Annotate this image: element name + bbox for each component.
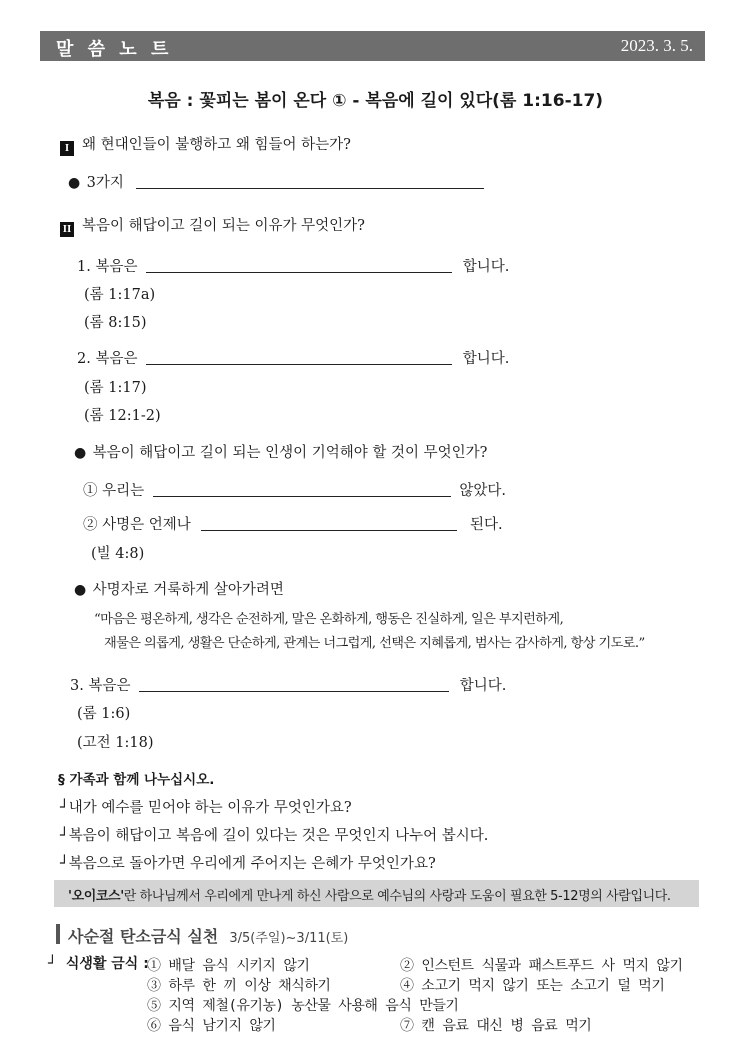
blank-line[interactable] bbox=[201, 516, 457, 531]
blank-line[interactable] bbox=[136, 174, 484, 189]
blank-line[interactable] bbox=[139, 677, 449, 692]
oikos-highlight: '오이코스' bbox=[68, 889, 124, 904]
header-label: 말 씀 노 트 bbox=[56, 39, 173, 60]
bullet2-row bbox=[74, 578, 284, 599]
section1-bullet-label: 3가지 bbox=[86, 175, 124, 191]
family-heading: § 가족과 함께 나누십시오. bbox=[58, 772, 215, 788]
bullet-icon: ● bbox=[74, 445, 87, 461]
bullet1-row bbox=[74, 441, 487, 462]
item1-ref: (롬 1:17a) bbox=[84, 287, 156, 303]
quote-line-2: 재물은 의롭게, 생활은 단순하게, 관계는 너그럽게, 선택은 지혜롭게, 범사는 감사하게, 항상 기도로.” bbox=[104, 636, 645, 651]
diet-item: ⑥ 음식 남기지 않기 bbox=[147, 1018, 276, 1034]
sub1-suffix: 않았다. bbox=[459, 483, 506, 499]
sub2-row bbox=[83, 513, 503, 534]
item1-ref: (롬 8:15) bbox=[84, 315, 147, 331]
item1-label: 1. 복음은 bbox=[77, 259, 138, 275]
lent-title: 사순절 탄소금식 실천 bbox=[68, 927, 219, 946]
blank-line[interactable] bbox=[146, 258, 452, 273]
item3-ref: (롬 1:6) bbox=[77, 706, 131, 722]
sub2-suffix: 된다. bbox=[469, 517, 503, 533]
family-question: ┘복음이 해답이고 복음에 길이 있다는 것은 무엇인지 나누어 봅시다. bbox=[60, 828, 489, 844]
item3-label: 3. 복음은 bbox=[70, 678, 131, 694]
lent-heading bbox=[68, 924, 348, 947]
item2-row bbox=[77, 347, 509, 368]
oikos-note bbox=[54, 880, 699, 907]
bullet-icon: ● bbox=[68, 175, 81, 191]
family-question: ┘복음으로 돌아가면 우리에게 주어지는 은혜가 무엇인가요? bbox=[60, 856, 436, 872]
diet-label: 식생활 금식 : bbox=[65, 956, 149, 972]
sub1-row bbox=[83, 479, 506, 500]
header-bar bbox=[40, 31, 705, 61]
diet-label-row bbox=[48, 953, 149, 973]
item1-suffix: 합니다. bbox=[462, 259, 510, 275]
item2-suffix: 합니다. bbox=[462, 351, 510, 367]
sermon-title: 복음 : 꽃피는 봄이 온다 ① - 복음에 길이 있다(롬 1:16-17) bbox=[147, 91, 604, 111]
sub2-label: ② 사명은 언제나 bbox=[83, 517, 191, 533]
bullet2-text: 사명자로 거룩하게 살아가려면 bbox=[92, 582, 284, 598]
corner-mark-icon: ┘ bbox=[60, 828, 69, 844]
diet-item: ④ 소고기 먹지 않기 또는 소고기 덜 먹기 bbox=[400, 978, 665, 994]
blank-line[interactable] bbox=[146, 350, 452, 365]
section1-question-row bbox=[60, 133, 351, 156]
diet-item: ③ 하루 한 끼 이상 채식하기 bbox=[147, 978, 331, 994]
item3-row bbox=[70, 674, 506, 695]
section1-question: 왜 현대인들이 불행하고 왜 힘들어 하는가? bbox=[82, 137, 351, 153]
section2-question: 복음이 해답이고 길이 되는 이유가 무엇인가? bbox=[82, 218, 365, 234]
sub1-label: ① 우리는 bbox=[83, 483, 145, 499]
roman-numeral-box: II bbox=[60, 222, 74, 237]
corner-mark-icon: ┘ bbox=[48, 956, 57, 972]
quote-line-1: “마음은 평온하게, 생각은 순전하게, 말은 온화하게, 행동은 진실하게, 일은 부지런하게, bbox=[94, 612, 564, 627]
diet-item: ⑤ 지역 제철(유기농) 농산물 사용해 음식 만들기 bbox=[147, 998, 459, 1014]
diet-item: ① 배달 음식 시키지 않기 bbox=[147, 958, 310, 974]
bullet1-ref: (빌 4:8) bbox=[91, 546, 145, 562]
item3-suffix: 합니다. bbox=[459, 678, 507, 694]
section2-question-row bbox=[60, 214, 365, 237]
roman-numeral-box: I bbox=[60, 141, 74, 156]
corner-mark-icon: ┘ bbox=[60, 856, 69, 872]
section1-bullet-row bbox=[68, 171, 484, 192]
item1-row bbox=[77, 255, 509, 276]
item2-label: 2. 복음은 bbox=[77, 351, 138, 367]
blank-line[interactable] bbox=[153, 482, 451, 497]
bullet-icon: ● bbox=[74, 582, 87, 598]
item2-ref: (롬 1:17) bbox=[84, 380, 147, 396]
diet-item: ② 인스턴트 식물과 패스트푸드 사 먹지 않기 bbox=[400, 958, 683, 974]
corner-mark-icon: ┘ bbox=[60, 800, 69, 816]
header-date: 2023. 3. 5. bbox=[620, 36, 693, 55]
family-question: ┘내가 예수를 믿어야 하는 이유가 무엇인가요? bbox=[60, 800, 352, 816]
item2-ref: (롬 12:1-2) bbox=[84, 408, 161, 424]
item3-ref: (고전 1:18) bbox=[77, 735, 154, 751]
diet-item: ⑦ 캔 음료 대신 병 음료 먹기 bbox=[400, 1018, 592, 1034]
bullet1-text: 복음이 해답이고 길이 되는 인생이 기억해야 할 것이 무엇인가? bbox=[92, 445, 488, 461]
oikos-note-text: '오이코스'란 하나님께서 우리에게 만나게 하신 사람으로 예수님의 사랑과 도움이 필요한 5-12명의 사람입니다. bbox=[68, 889, 671, 904]
lent-dates: 3/5(주일)~3/11(토) bbox=[229, 931, 349, 946]
lent-accent-bar bbox=[56, 924, 60, 944]
